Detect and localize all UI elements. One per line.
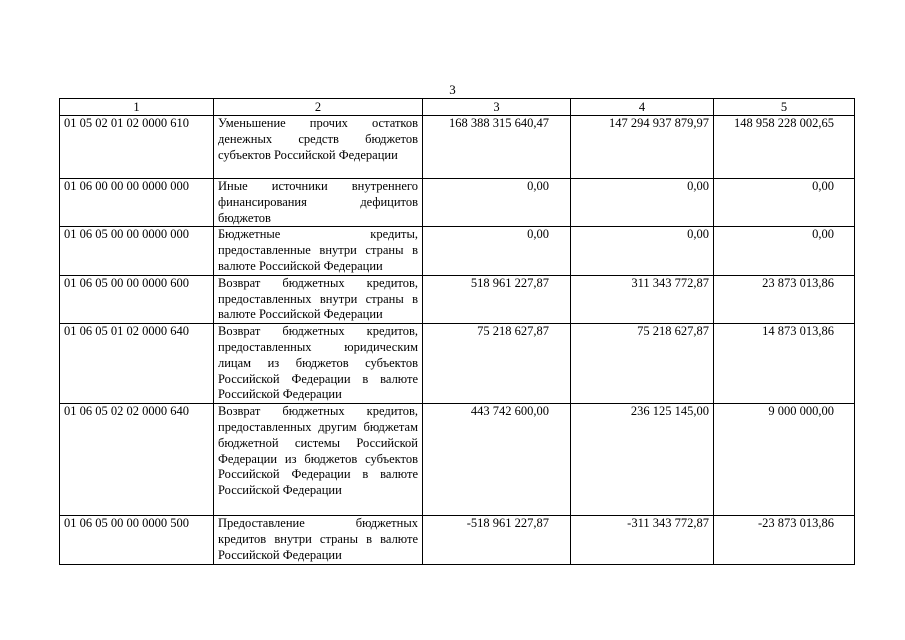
value-cell-col5: 148 958 228 002,65 — [714, 116, 855, 179]
table-row — [60, 275, 855, 323]
value-cell-col5: -23 873 013,86 — [714, 516, 855, 564]
header-cell-5: 5 — [714, 99, 855, 116]
table-row — [60, 404, 855, 516]
value-cell-col3: 168 388 315 640,47 — [423, 116, 571, 179]
value-cell-col4: -311 343 772,87 — [571, 516, 714, 564]
table-row — [60, 324, 855, 404]
code-cell: 01 06 05 01 02 0000 640 — [60, 324, 214, 404]
header-cell-2: 2 — [214, 99, 423, 116]
header-row — [60, 99, 855, 116]
table-row — [60, 116, 855, 179]
name-cell: Возврат бюджетных кредитов, предоставленных внутри страны в валюте Российской Федерации — [214, 275, 423, 323]
header-cell-1: 1 — [60, 99, 214, 116]
value-cell-col4: 0,00 — [571, 179, 714, 227]
name-cell: Возврат бюджетных кредитов, предоставленных другим бюджетам бюджетной системы Российской Федерации из бюджетов субъектов Российской Федерации в валюте Российской Федерации — [214, 404, 423, 516]
code-cell: 01 06 05 02 02 0000 640 — [60, 404, 214, 516]
budget-sources-table — [59, 98, 855, 565]
page-number: 3 — [449, 82, 456, 97]
value-cell-col3: 75 218 627,87 — [423, 324, 571, 404]
code-cell: 01 05 02 01 02 0000 610 — [60, 116, 214, 179]
value-cell-col4: 75 218 627,87 — [571, 324, 714, 404]
code-cell: 01 06 00 00 00 0000 000 — [60, 179, 214, 227]
value-cell-col5: 23 873 013,86 — [714, 275, 855, 323]
name-cell: Предоставление бюджетных кредитов внутри страны в валюте Российской Федерации — [214, 516, 423, 564]
table-row — [60, 227, 855, 275]
code-cell: 01 06 05 00 00 0000 600 — [60, 275, 214, 323]
name-cell: Уменьшение прочих остатков денежных средств бюджетов субъектов Российской Федерации — [214, 116, 423, 179]
name-cell: Бюджетные кредиты, предоставленные внутри страны в валюте Российской Федерации — [214, 227, 423, 275]
header-cell-3: 3 — [423, 99, 571, 116]
name-cell: Возврат бюджетных кредитов, предоставленных юридическим лицам из бюджетов субъектов Российской Федерации в валюте Российской Федерации — [214, 324, 423, 404]
value-cell-col4: 0,00 — [571, 227, 714, 275]
value-cell-col3: 0,00 — [423, 227, 571, 275]
value-cell-col4: 147 294 937 879,97 — [571, 116, 714, 179]
code-cell: 01 06 05 00 00 0000 500 — [60, 516, 214, 564]
value-cell-col3: 443 742 600,00 — [423, 404, 571, 516]
value-cell-col3: 518 961 227,87 — [423, 275, 571, 323]
table-row — [60, 179, 855, 227]
value-cell-col5: 0,00 — [714, 179, 855, 227]
table-row — [60, 516, 855, 564]
value-cell-col4: 236 125 145,00 — [571, 404, 714, 516]
value-cell-col5: 9 000 000,00 — [714, 404, 855, 516]
value-cell-col5: 14 873 013,86 — [714, 324, 855, 404]
value-cell-col3: 0,00 — [423, 179, 571, 227]
code-cell: 01 06 05 00 00 0000 000 — [60, 227, 214, 275]
value-cell-col4: 311 343 772,87 — [571, 275, 714, 323]
name-cell: Иные источники внутреннего финансирования дефицитов бюджетов — [214, 179, 423, 227]
header-cell-4: 4 — [571, 99, 714, 116]
value-cell-col5: 0,00 — [714, 227, 855, 275]
value-cell-col3: -518 961 227,87 — [423, 516, 571, 564]
